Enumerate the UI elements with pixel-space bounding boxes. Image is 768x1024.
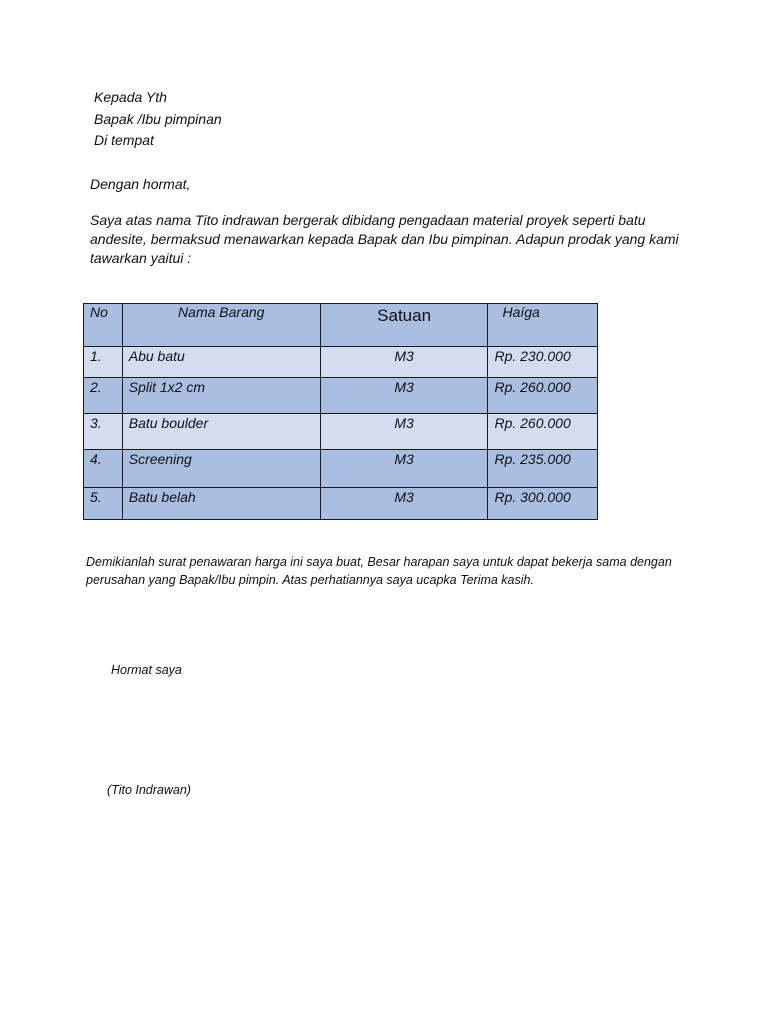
table-row [84,414,598,450]
row-no: 3. [84,414,123,450]
table-row [84,347,598,378]
closing-paragraph: Demikianlah surat penawaran harga ini saya buat, Besar harapan saya untuk dapat bekerja sama dengan perusahan yang Bapak/Ibu pimpin. Atas perhatiannya saya ucapka Terima kasih. [86,555,672,587]
table-row [84,488,598,520]
header-no: No [84,304,123,347]
row-unit: M3 [320,347,488,378]
row-price: Rp. 260.000 [488,378,598,414]
row-no: 5. [84,488,123,520]
signoff: Hormat saya [111,663,182,677]
row-price: Rp. 230.000 [488,347,598,378]
address-line-2: Bapak /Ibu pimpinan [94,111,222,127]
row-name: Batu boulder [122,414,320,450]
row-price: Rp. 235.000 [488,450,598,488]
row-unit: M3 [320,414,488,450]
row-price: Rp. 260.000 [488,414,598,450]
table-row [84,450,598,488]
row-name: Abu batu [122,347,320,378]
header-name: Nama Barang [122,304,320,347]
row-no: 2. [84,378,123,414]
product-table [83,303,598,520]
row-no: 4. [84,450,123,488]
header-price: Haíga [488,304,598,347]
row-no: 1. [84,347,123,378]
row-unit: M3 [320,450,488,488]
table-row [84,378,598,414]
row-price: Rp. 300.000 [488,488,598,520]
row-unit: M3 [320,488,488,520]
row-name: Batu belah [122,488,320,520]
address-line-1: Kepada Yth [94,89,167,105]
row-unit: M3 [320,378,488,414]
address-line-3: Di tempat [94,132,154,148]
greeting: Dengan hormat, [90,176,191,192]
table-header-row [84,304,598,347]
row-name: Screening [122,450,320,488]
intro-paragraph: Saya atas nama Tito indrawan bergerak dibidang pengadaan material proyek seperti batu andesite, bermaksud menawarkan kepada Bapak dan Ibu pimpinan. Adapun prodak yang kami tawarkan yaitui : [90,212,679,266]
signer-name: (Tito Indrawan) [107,783,191,797]
row-name: Split 1x2 cm [122,378,320,414]
header-unit: Satuan [320,304,488,347]
